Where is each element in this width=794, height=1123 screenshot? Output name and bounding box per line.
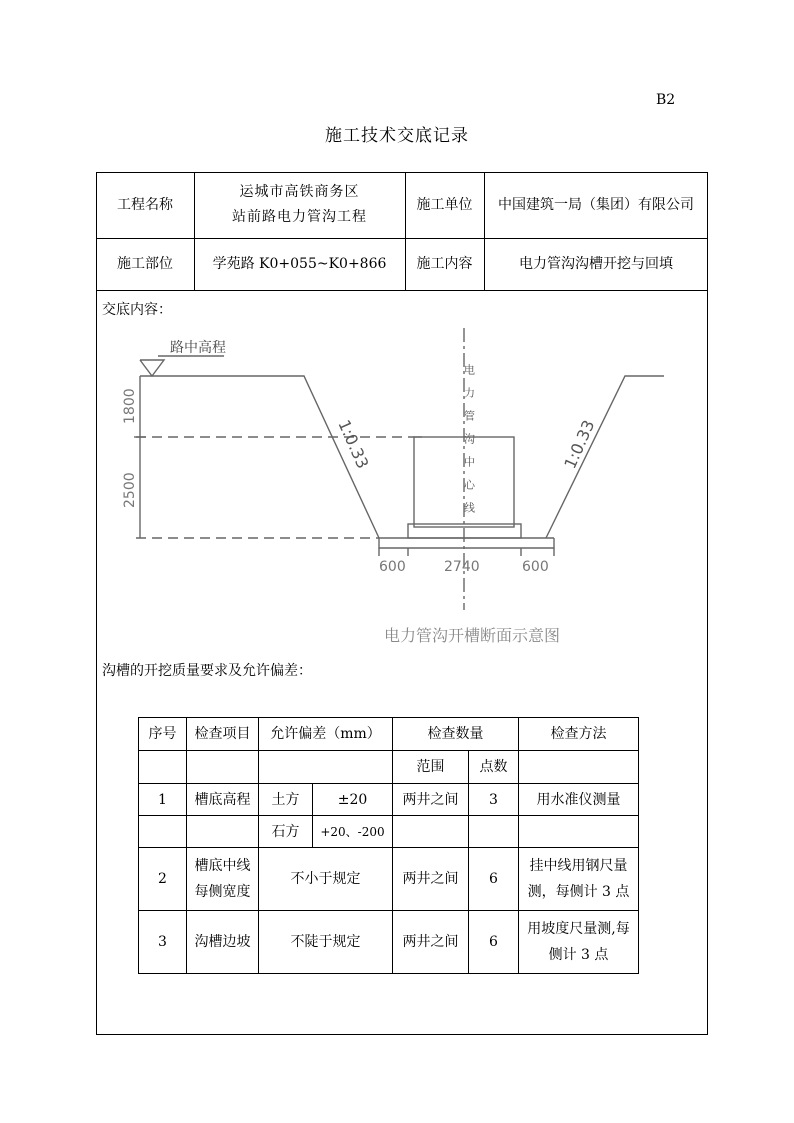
row3-no: 3: [139, 911, 187, 974]
empty-cell: [393, 816, 469, 848]
slope-right-label: 1:0.33: [560, 417, 599, 472]
diagram-caption: 电力管沟开槽断面示意图: [384, 626, 561, 645]
disclosure-label: 交底内容：: [102, 302, 172, 318]
table-row: [139, 784, 639, 816]
row1-soil-label: 土方: [259, 784, 313, 816]
row3-points: 6: [469, 911, 519, 974]
header-divider-2: [96, 290, 708, 291]
empty-cell: [187, 751, 259, 784]
project-name-value: [194, 172, 405, 238]
empty-cell: [139, 816, 187, 848]
row1-item: 槽底高程: [187, 784, 259, 816]
col-method: 检查方法: [519, 718, 639, 751]
row1-soil-value: ±20: [313, 784, 393, 816]
table-subheader-row: [139, 751, 639, 784]
depth-bottom-label: 2500: [122, 472, 138, 508]
row2-no: 2: [139, 848, 187, 911]
col-item: 检查项目: [187, 718, 259, 751]
content-label: 施工内容: [416, 255, 473, 272]
row3-method-line2: 侧计 3 点: [548, 947, 609, 963]
row2-method-line1: 挂中线用钢尺量: [529, 858, 628, 874]
row2-item-line2: 每侧宽度: [194, 884, 251, 900]
col-points: 点数: [469, 751, 519, 784]
depth-top-label: 1800: [122, 388, 138, 424]
row1-range: 两井之间: [393, 784, 469, 816]
project-name-line2: 站前路电力管沟工程: [232, 209, 367, 225]
row2-item-line1: 槽底中线: [194, 858, 251, 874]
row2-method-line2: 测，每侧计 3 点: [527, 884, 630, 900]
row2-range: 两井之间: [393, 848, 469, 911]
unit-label: 施工单位: [416, 196, 473, 213]
row3-method: [519, 911, 639, 974]
row2-item: [187, 848, 259, 911]
unit-value: 中国建筑一局（集团）有限公司: [498, 196, 694, 213]
row1-points: 3: [469, 784, 519, 816]
trench-bottom-line: [379, 538, 554, 548]
table-row: [139, 816, 639, 848]
content-value: 电力管沟沟槽开挖与回填: [519, 255, 673, 272]
page-title: 施工技术交底记录: [325, 126, 469, 146]
row2-method: [519, 848, 639, 911]
row1-rock-label: 石方: [259, 816, 313, 848]
row3-method-line1: 用坡度尺量测,每: [527, 921, 630, 937]
row1-no: 1: [139, 784, 187, 816]
centerline-label: 电力管沟中心线: [462, 364, 476, 525]
requirement-label: 沟槽的开挖质量要求及允许偏差：: [102, 663, 312, 679]
table-row: [139, 911, 639, 974]
slope-left-label: 1:0.33: [334, 416, 373, 472]
row2-points: 6: [469, 848, 519, 911]
project-name-line1: 运城市高铁商务区: [239, 184, 360, 200]
row2-tolerance: 不小于规定: [259, 848, 393, 911]
project-name-label: 工程名称: [117, 196, 173, 213]
table-row: [139, 848, 639, 911]
document-code: B2: [656, 92, 676, 108]
empty-cell: [469, 816, 519, 848]
row3-item: 沟槽边坡: [187, 911, 259, 974]
row1-rock-value: +20、-200: [313, 816, 393, 848]
width-left-label: 600: [379, 559, 406, 575]
part-label: 施工部位: [117, 255, 173, 272]
empty-cell: [519, 816, 639, 848]
width-right-label: 600: [522, 559, 549, 575]
col-quantity: 检查数量: [393, 718, 519, 751]
row3-tolerance: 不陡于规定: [259, 911, 393, 974]
row3-range: 两井之间: [393, 911, 469, 974]
road-level-label: 路中高程: [170, 340, 226, 356]
col-tolerance: 允许偏差（mm）: [259, 718, 393, 751]
empty-cell: [259, 751, 393, 784]
empty-cell: [139, 751, 187, 784]
level-symbol-icon: [140, 360, 164, 376]
part-value: 学苑路 K0+055~K0+866: [212, 255, 387, 272]
trench-section-diagram: [96, 320, 708, 650]
table-header-row: [139, 718, 639, 751]
col-no: 序号: [139, 718, 187, 751]
col-range: 范围: [393, 751, 469, 784]
left-slope-line: [140, 376, 379, 538]
empty-cell: [187, 816, 259, 848]
quality-table: [138, 717, 639, 974]
width-mid-label: 2740: [444, 559, 480, 575]
row1-method: 用水准仪测量: [519, 784, 639, 816]
empty-cell: [519, 751, 639, 784]
